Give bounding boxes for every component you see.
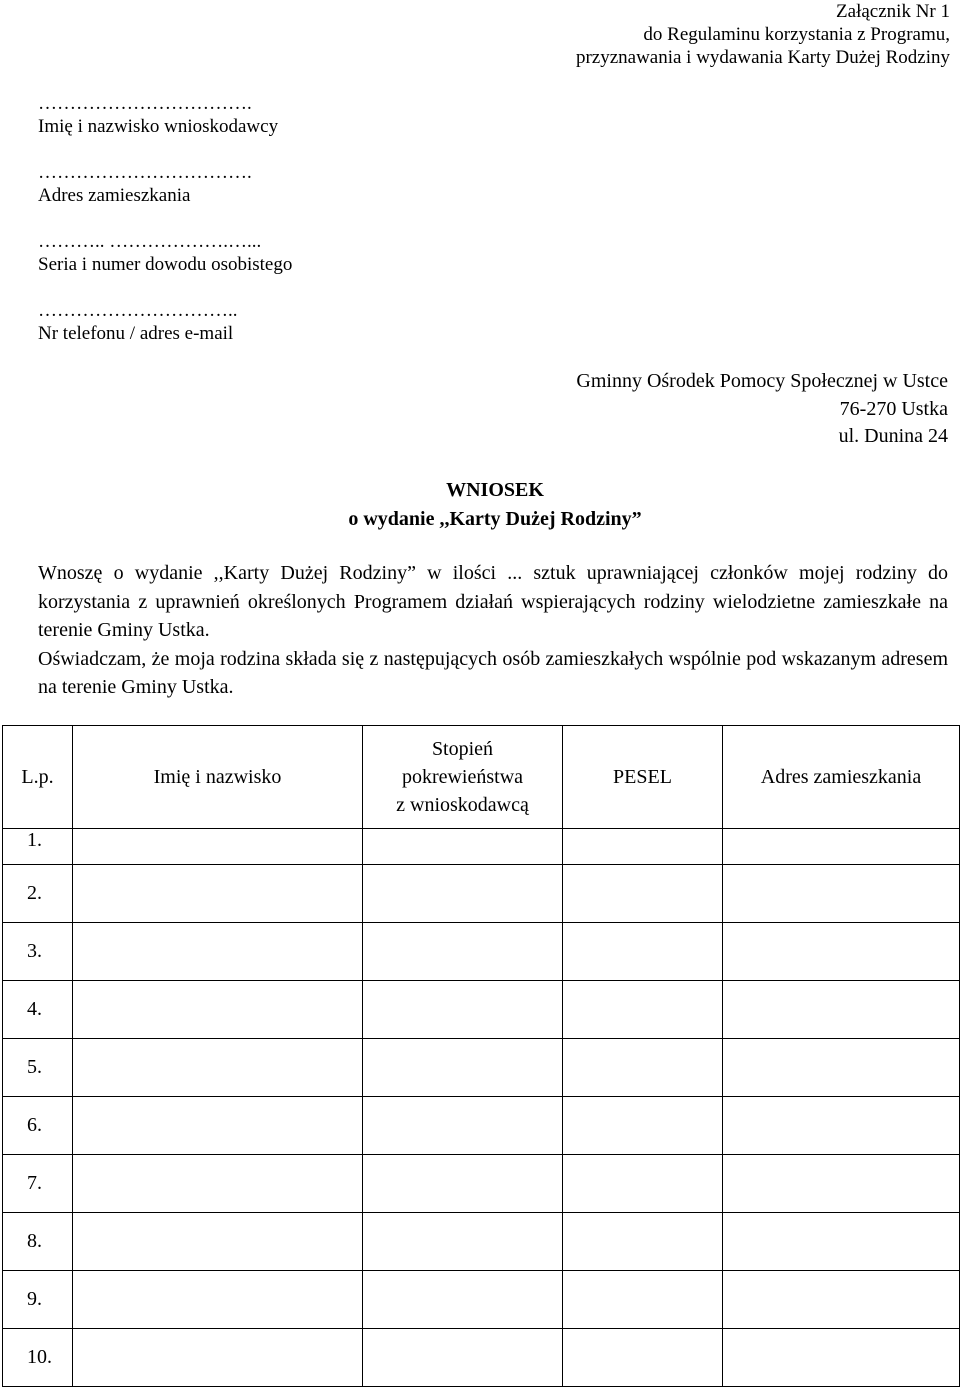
table-row — [3, 1213, 960, 1271]
applicant-id-field[interactable] — [38, 230, 292, 299]
header-kinship-line2: pokrewieństwa — [401, 766, 524, 788]
header-lp: L.p. — [3, 726, 73, 829]
row-number: 8. — [3, 1213, 73, 1271]
address-cell[interactable] — [723, 829, 960, 865]
kinship-cell[interactable] — [363, 1039, 563, 1097]
table-row — [3, 1097, 960, 1155]
address-cell[interactable] — [723, 1213, 960, 1271]
office-postal: 76-270 Ustka — [839, 397, 948, 420]
table-row — [3, 1155, 960, 1213]
applicant-id-dots[interactable]: ……….. ……………….…... — [38, 231, 262, 252]
table-row — [3, 1039, 960, 1097]
pesel-cell[interactable] — [563, 1271, 723, 1329]
title-main: WNIOSEK — [446, 479, 544, 501]
name-cell[interactable] — [73, 1155, 363, 1213]
name-cell[interactable] — [73, 1271, 363, 1329]
table-row — [3, 1329, 960, 1387]
applicant-id-label: Seria i numer dowodu osobistego — [38, 254, 293, 275]
row-number: 6. — [3, 1097, 73, 1155]
header-kinship-line3: z wnioskodawcą — [396, 794, 529, 816]
applicant-contact-dots[interactable]: ………………………….. — [38, 300, 238, 321]
pesel-cell[interactable] — [563, 1039, 723, 1097]
applicant-contact-label: Nr telefonu / adres e-mail — [38, 323, 234, 344]
header-kinship — [363, 726, 563, 829]
applicant-name-label: Imię i nazwisko wnioskodawcy — [38, 116, 279, 137]
address-cell[interactable] — [723, 865, 960, 923]
office-name: Gminny Ośrodek Pomocy Społecznej w Ustce — [576, 370, 948, 392]
kinship-cell[interactable] — [363, 1271, 563, 1329]
address-cell[interactable] — [723, 1271, 960, 1329]
header-kinship-line1: Stopień — [431, 738, 494, 760]
kinship-cell[interactable] — [363, 865, 563, 923]
header-pesel: PESEL — [563, 726, 723, 829]
pesel-cell[interactable] — [563, 865, 723, 923]
header-name: Imię i nazwisko — [73, 726, 363, 829]
applicant-name-dots[interactable]: ……………………………. — [38, 93, 252, 114]
declaration-paragraph: Oświadczam, że moja rodzina składa się z następujących osób zamieszkałych wspólnie pod wskazanym adresem na terenie Gminy Ustka. — [38, 647, 948, 698]
address-cell[interactable] — [723, 981, 960, 1039]
name-cell[interactable] — [73, 829, 363, 865]
address-cell[interactable] — [723, 1155, 960, 1213]
request-body — [38, 559, 948, 702]
applicant-name-field[interactable] — [38, 92, 292, 161]
pesel-cell[interactable] — [563, 981, 723, 1039]
row-number: 4. — [3, 981, 73, 1039]
pesel-cell[interactable] — [563, 923, 723, 981]
annex-regulation: do Regulaminu korzystania z Programu, — [643, 24, 950, 45]
office-street: ul. Dunina 24 — [838, 425, 948, 447]
row-number: 9. — [3, 1271, 73, 1329]
kinship-cell[interactable] — [363, 1329, 563, 1387]
header-address: Adres zamieszkania — [723, 726, 960, 829]
row-number: 1. — [3, 829, 73, 865]
table-row — [3, 1271, 960, 1329]
name-cell[interactable] — [73, 1329, 363, 1387]
kinship-cell[interactable] — [363, 981, 563, 1039]
pesel-cell[interactable] — [563, 1329, 723, 1387]
name-cell[interactable] — [73, 923, 363, 981]
family-members-table — [2, 725, 960, 1387]
kinship-cell[interactable] — [363, 1213, 563, 1271]
table-row — [3, 981, 960, 1039]
name-cell[interactable] — [73, 865, 363, 923]
kinship-cell[interactable] — [363, 829, 563, 865]
annex-program: przyznawania i wydawania Karty Dużej Rodziny — [575, 47, 950, 68]
applicant-address-label: Adres zamieszkania — [38, 185, 191, 206]
row-number: 5. — [3, 1039, 73, 1097]
request-paragraph: Wnoszę o wydanie ,,Karty Dużej Rodziny” w ilości ... sztuk uprawniającej członków mojej rodziny do korzystania z uprawnień określonych Programem działań wspierających rodziny wielodzietne zamieszkałe na terenie Gminy Ustka. — [38, 562, 948, 641]
table-row — [3, 865, 960, 923]
row-number: 10. — [3, 1329, 73, 1387]
address-cell[interactable] — [723, 1097, 960, 1155]
table-row — [3, 923, 960, 981]
pesel-cell[interactable] — [563, 1213, 723, 1271]
row-number: 2. — [3, 865, 73, 923]
applicant-contact-field[interactable] — [38, 299, 292, 368]
name-cell[interactable] — [73, 1039, 363, 1097]
annex-header — [576, 0, 950, 69]
applicant-address-dots[interactable]: ……………………………. — [38, 162, 252, 183]
table-row — [3, 829, 960, 865]
name-cell[interactable] — [73, 981, 363, 1039]
pesel-cell[interactable] — [563, 1097, 723, 1155]
kinship-cell[interactable] — [363, 923, 563, 981]
name-cell[interactable] — [73, 1097, 363, 1155]
kinship-cell[interactable] — [363, 1097, 563, 1155]
kinship-cell[interactable] — [363, 1155, 563, 1213]
address-cell[interactable] — [723, 1329, 960, 1387]
annex-number: Załącznik Nr 1 — [836, 1, 950, 22]
row-number: 7. — [3, 1155, 73, 1213]
pesel-cell[interactable] — [563, 829, 723, 865]
applicant-fields — [38, 92, 292, 368]
address-cell[interactable] — [723, 923, 960, 981]
applicant-address-field[interactable] — [38, 161, 292, 230]
recipient-office — [576, 368, 948, 451]
pesel-cell[interactable] — [563, 1155, 723, 1213]
table-header-row — [3, 726, 960, 829]
document-title — [0, 476, 960, 534]
address-cell[interactable] — [723, 1039, 960, 1097]
name-cell[interactable] — [73, 1213, 363, 1271]
row-number: 3. — [3, 923, 73, 981]
title-sub: o wydanie ,,Karty Dużej Rodziny” — [348, 508, 642, 530]
